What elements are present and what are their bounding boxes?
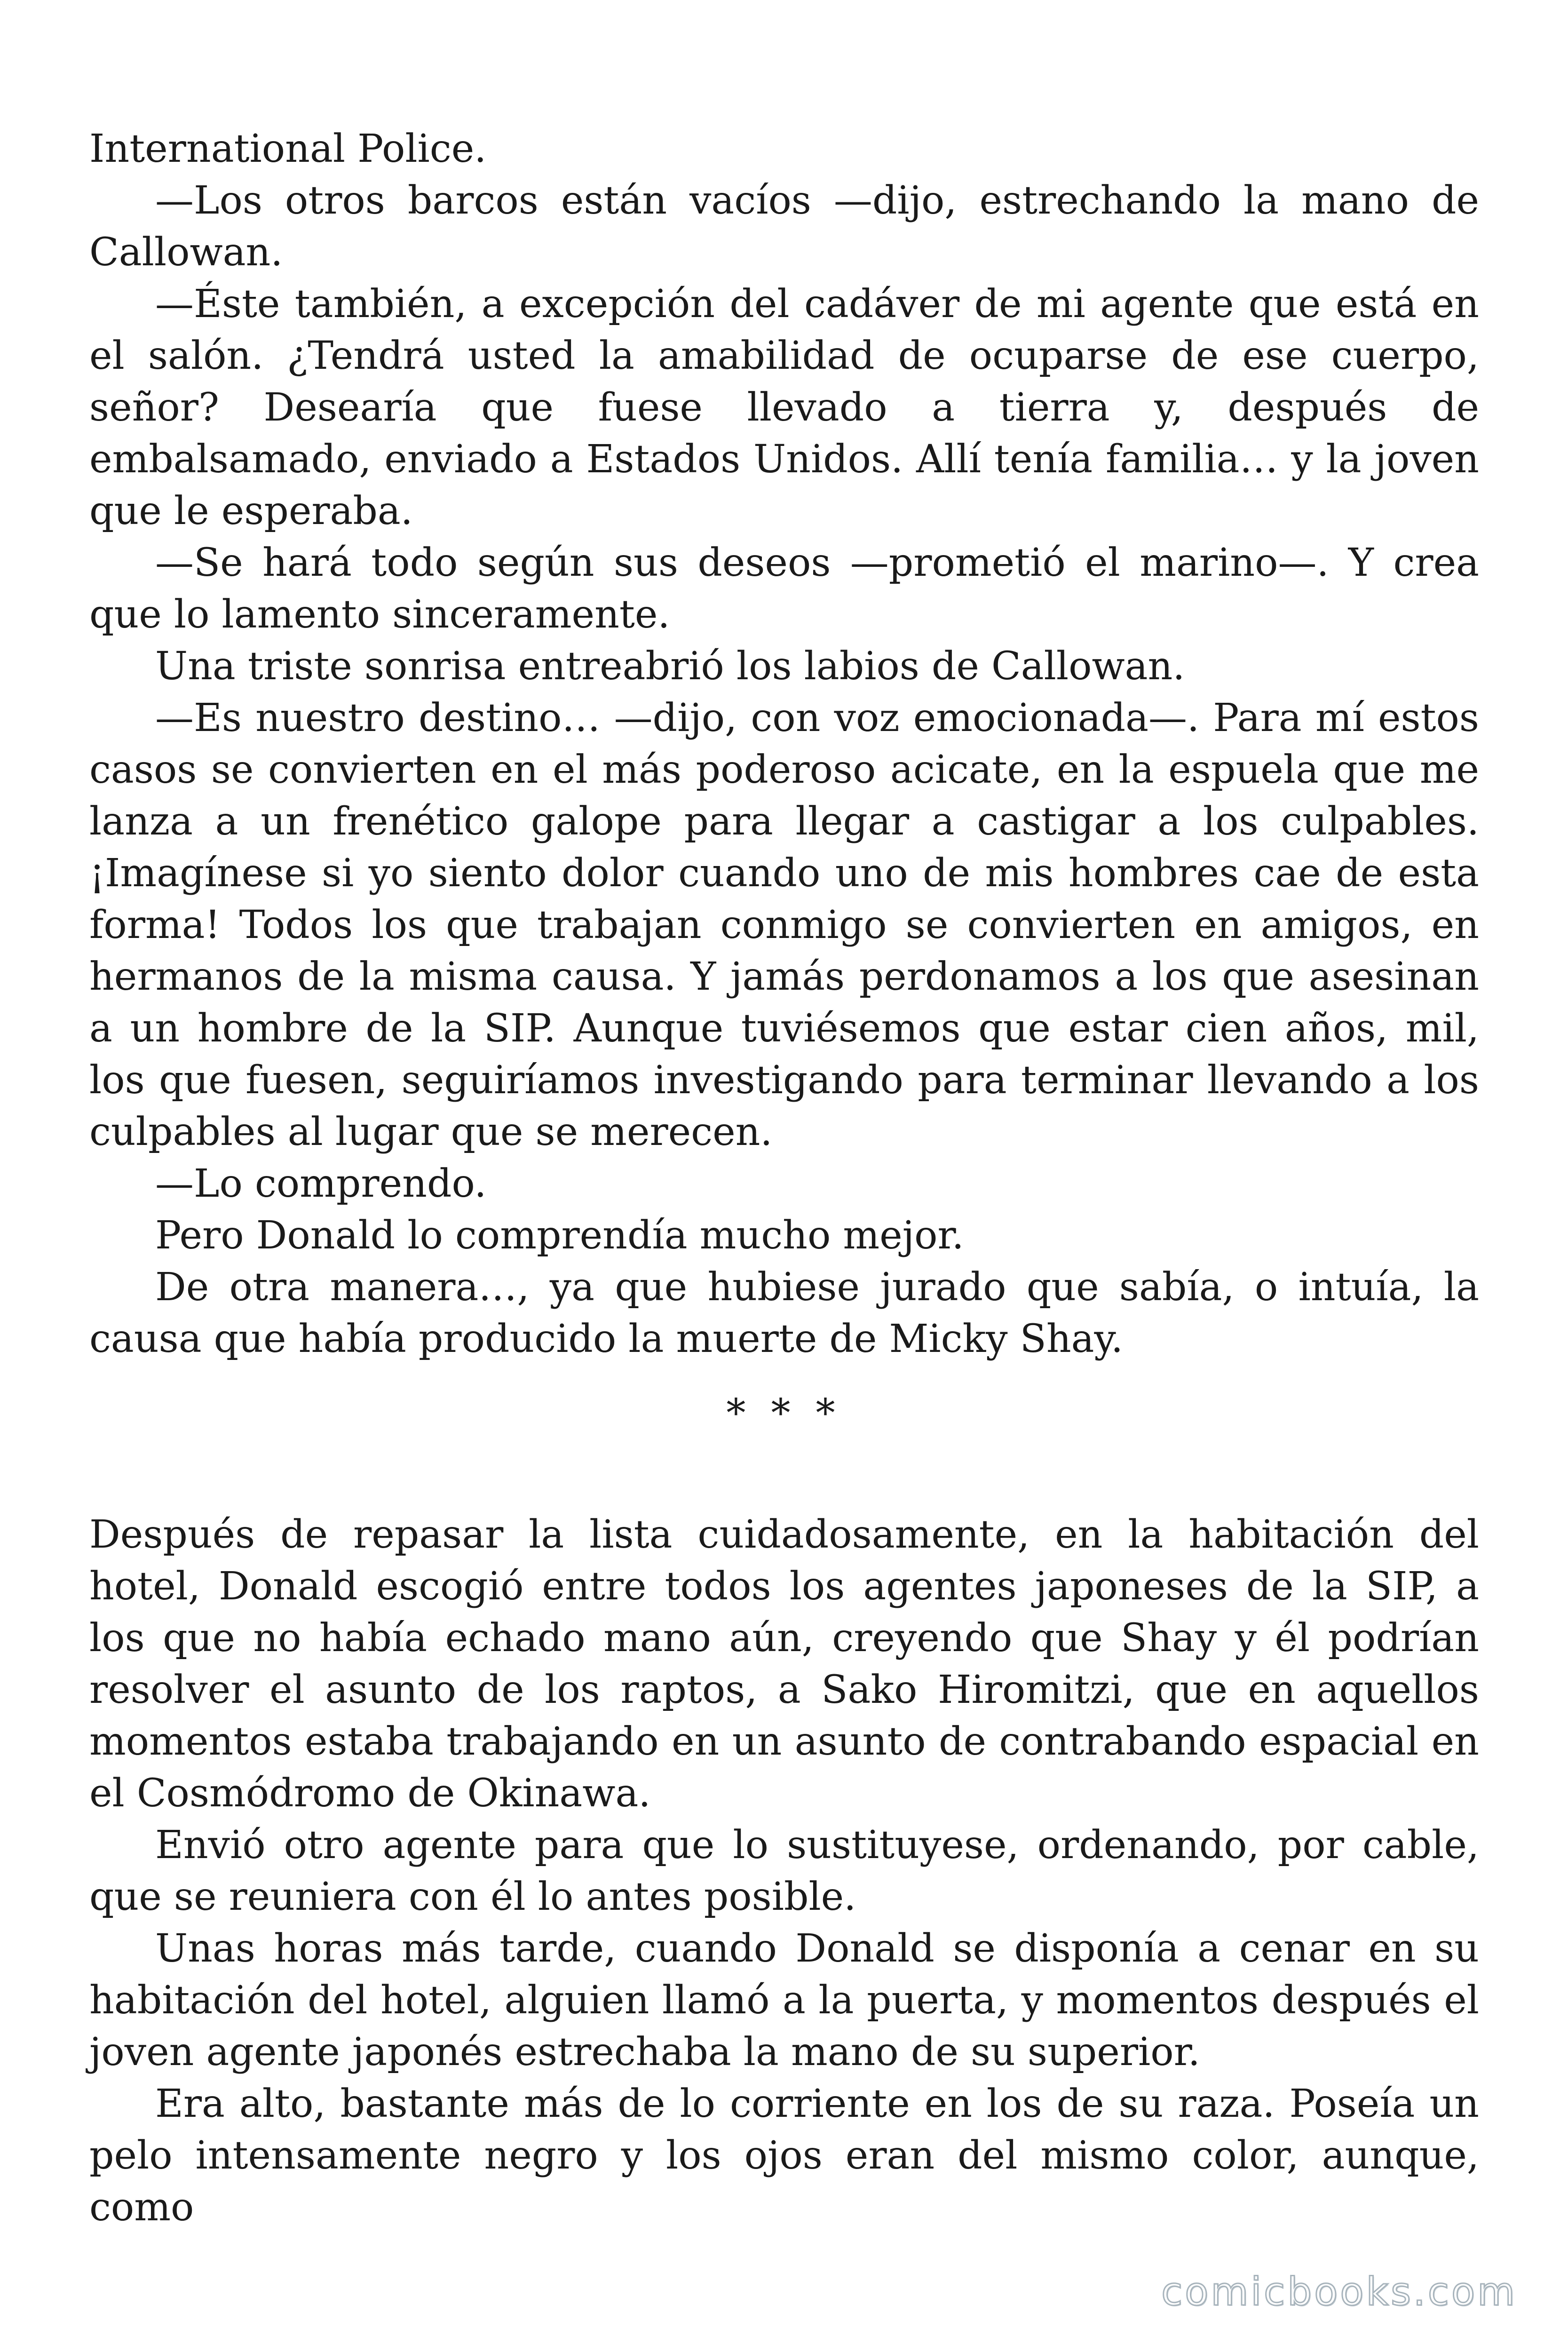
- watermark-logo: comicbooks.com: [1161, 2270, 1517, 2314]
- paragraph: —Los otros barcos están vacíos —dijo, estrechando la mano de Callowan.: [89, 178, 1479, 275]
- paragraph: Era alto, bastante más de lo corriente en los de su raza. Poseía un pelo intensamente negro y los ojos eran del mismo color, aunque, como: [89, 2082, 1479, 2230]
- text-section-top: [89, 123, 1479, 1365]
- paragraph: —Lo comprendo.: [155, 1161, 487, 1206]
- paragraph: Una triste sonrisa entreabrió los labios de Callowan.: [155, 644, 1185, 689]
- paragraph: —Éste también, a excepción del cadáver de mi agente que está en el salón. ¿Tendrá usted la amabilidad de ocuparse de ese cuerpo, señor? Desearía que fuese llevado a tierra y, después de embalsamado, enviado a Estados Unidos. Allí tenía familia… y la joven que le esperaba.: [89, 282, 1479, 533]
- text-section-bottom: [89, 1509, 1479, 2233]
- paragraph: Envió otro agente para que lo sustituyese, ordenando, por cable, que se reuniera con él lo antes posible.: [89, 1823, 1479, 1919]
- scene-break-separator: * * *: [726, 1391, 842, 1436]
- paragraph: De otra manera…, ya que hubiese jurado que sabía, o intuía, la causa que había producido la muerte de Micky Shay.: [89, 1265, 1479, 1361]
- paragraph: —Es nuestro destino… —dijo, con voz emocionada—. Para mí estos casos se convierten en el más poderoso acicate, en la espuela que me lanza a un frenético galope para llegar a castigar a los culpables. ¡Imagínese si yo siento dolor cuando uno de mis hombres cae de esta forma! Todos los que trabajan conmigo se convierten en amigos, en hermanos de la misma causa. Y jamás perdonamos a los que asesinan a un hombre de la SIP. Aunque tuviésemos que estar cien años, mil, los que fuesen, seguiríamos investigando para terminar llevando a los culpables al lugar que se merecen.: [89, 696, 1479, 1154]
- paragraph: International Police.: [89, 127, 487, 171]
- paragraph: Unas horas más tarde, cuando Donald se disponía a cenar en su habitación del hotel, alguien llamó a la puerta, y momentos después el joven agente japonés estrechaba la mano de su superior.: [89, 1926, 1479, 2074]
- paragraph: Pero Donald lo comprendía mucho mejor.: [155, 1213, 964, 1258]
- paragraph: —Se hará todo según sus deseos —prometió el marino—. Y crea que lo lamento sinceramente.: [89, 540, 1479, 637]
- paragraph: Después de repasar la lista cuidadosamente, en la habitación del hotel, Donald escogió entre todos los agentes japoneses de la SIP, a los que no había echado mano aún, creyendo que Shay y él podrían resolver el asunto de los raptos, a Sako Hiromitzi, que en aquellos momentos estaba trabajando en un asunto de contrabando espacial en el Cosmódromo de Okinawa.: [89, 1512, 1479, 1816]
